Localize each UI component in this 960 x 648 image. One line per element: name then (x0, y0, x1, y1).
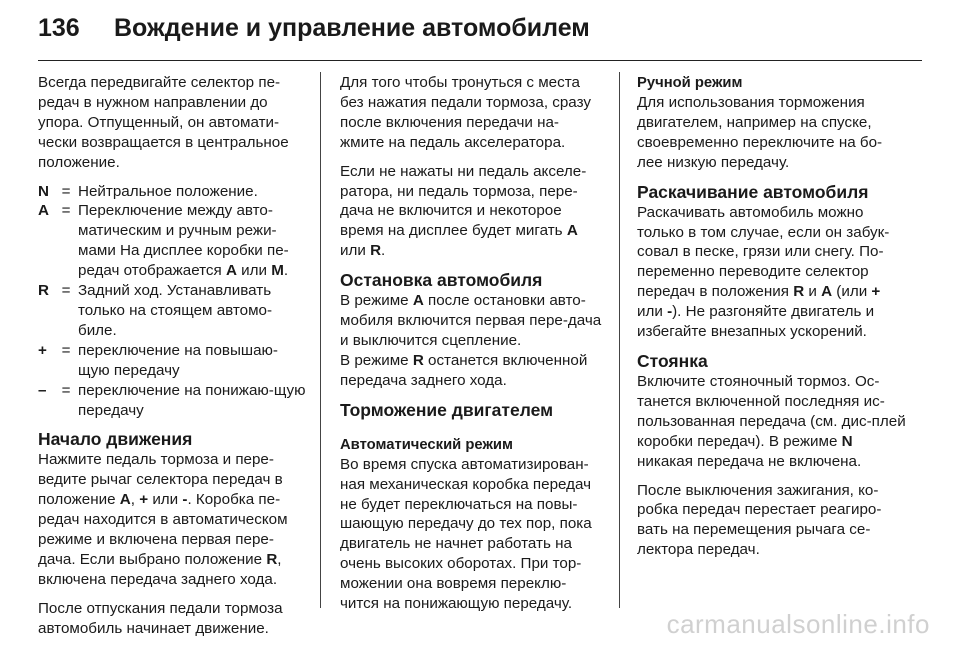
gear-description: Задний ход. Устанавливать только на стоящем автомо-биле. (78, 282, 273, 339)
parking-paragraph-1: Включите стояночный тормоз. Ос-танется включенной последняя ис-пользованная передача (см. дис-плей коробки передач). В режиме N никакая передача не включена. (637, 372, 906, 470)
gear-definition-item (38, 281, 308, 341)
column-1 (38, 73, 308, 648)
gear-symbol: N (38, 182, 49, 200)
header-rule (38, 60, 922, 61)
auto-mode-paragraph: Во время спуска автоматизирован-ная механическая коробка передач не будет переключаться на повы-шающую передачу до тех пор, пока двигатель не начнет работать на очень высоких оборотах. При тор-можении она вовремя переклю-чится на понижающую передачу. (340, 455, 592, 613)
gear-symbol: R (38, 282, 49, 300)
gear-description: переключение на понижаю-щую передачу (78, 381, 306, 419)
stop-paragraph-1: В режиме A после остановки авто-мобиля включится первая пере-дача и выключится сцепление. (340, 292, 602, 349)
gear-definition-list (38, 182, 308, 421)
heading-manual-mode: Ручной режим (637, 75, 743, 91)
page-header (38, 14, 590, 54)
gear-symbol: + (38, 341, 47, 359)
watermark: carmanualsonline.info (666, 609, 930, 639)
gear-definition-item (38, 341, 308, 381)
equals-sign: = (61, 341, 71, 359)
gear-description: Переключение между авто-матическим и ручным режи-мами На дисплее коробки пе-редач отображается A или M. (78, 202, 289, 280)
gear-description: переключение на повышаю-щую передачу (78, 341, 278, 379)
equals-sign: = (61, 282, 71, 300)
no-pedal-paragraph: Если не нажаты ни педаль акселе-ратора, ни педаль тормоза, пере-дача не включится и некоторое время на дисплее будет мигать A или R. (340, 162, 587, 260)
heading-auto-mode: Автоматический режим (340, 436, 513, 453)
column-3 (637, 73, 907, 569)
gear-symbol: – (38, 381, 47, 399)
manual-mode-paragraph: Для использования торможения двигателем, например на спуске, своевременно переключите на бо-лее низкую передачу. (637, 94, 883, 171)
gear-definition-item (38, 381, 308, 421)
intro-paragraph: Всегда передвигайте селектор пе-редач в нужном направлении до упора. Отпущенный, он автомати-чески возвращается в центральное положение. (38, 74, 289, 171)
start-paragraph-2: После отпускания педали тормоза автомобиль начинает движение. (38, 599, 283, 637)
page-title: Вождение и управление автомобилем (114, 14, 590, 42)
equals-sign: = (61, 182, 71, 200)
heading-engine-braking: Торможение двигателем (340, 399, 554, 420)
start-paragraph-1: Нажмите педаль тормоза и пере-ведите рычаг селектора передач в положение A, + или -. Коробка пе-редач находится в автоматическом режиме и включена первая пере-дача. Если выбрано положение R, включена передача заднего хода. (38, 451, 288, 588)
column-divider-1 (320, 72, 321, 608)
gear-definition-item (38, 201, 308, 281)
heading-start: Начало движения (38, 429, 193, 450)
move-off-paragraph: Для того чтобы тронуться с места без нажатия педали тормоза, сразу после включения передачи на-жмите на педаль акселератора. (340, 74, 591, 151)
equals-sign: = (61, 381, 71, 399)
heading-parking: Стоянка (637, 350, 708, 371)
gear-description: Нейтральное положение. (78, 182, 258, 200)
stop-paragraph-2: В режиме R останется включенной передача заднего хода. (340, 351, 588, 389)
parking-paragraph-2: После выключения зажигания, ко-робка передач перестает реагиро-вать на перемещения рычага се-лектора передач. (637, 481, 882, 559)
page-number: 136 (38, 14, 80, 42)
heading-stop: Остановка автомобиля (340, 270, 543, 291)
heading-rocking: Раскачивание автомобиля (637, 181, 869, 202)
equals-sign: = (61, 202, 71, 220)
gear-symbol: A (38, 202, 49, 220)
rocking-paragraph: Раскачивать автомобиль можно только в том случае, если он забук-совал в песке, грязи или снегу. По-переменно переводите селектор передач в положения R и A (или + или -). Не разгоняйте двигатель и избегайте внезапных ускорений. (637, 203, 890, 341)
column-divider-2 (619, 72, 620, 608)
column-2 (340, 73, 602, 623)
gear-definition-item (38, 182, 308, 202)
